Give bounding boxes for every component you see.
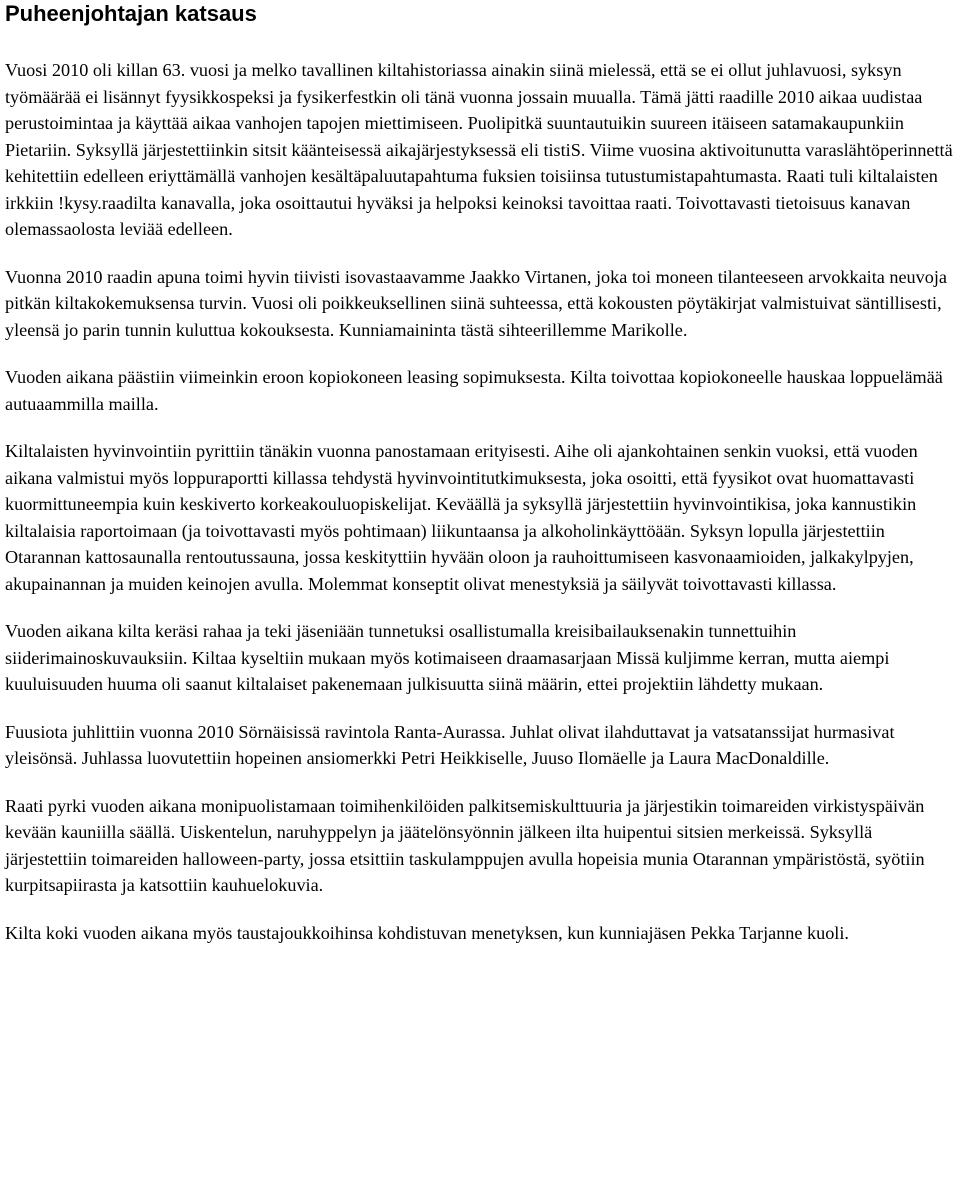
- paragraph-2: Vuonna 2010 raadin apuna toimi hyvin tiivisti isovastaavamme Jaakko Virtanen, joka toi moneen tilanteeseen arvokkaita neuvoja pitkän kiltakokemuksensa turvin. Vuosi oli poikkeuksellinen siinä suhteessa, että kokousten pöytäkirjat valmistuivat säntillisesti, yleensä jo parin tunnin kuluttua kokouksesta. Kunniamaininta tästä sihteerillemme Marikolle.: [5, 266, 947, 340]
- paragraph-1: Vuosi 2010 oli killan 63. vuosi ja melko tavallinen kiltahistoriassa ainakin siinä mielessä, että se ei ollut juhlavuosi, syksyn työmäärää ei lisännyt fyysikkospeksi ja fysikerfestkin oli tänä vuonna jossain muualla. Tämä jätti raadille 2010 aikaa uudistaa perustoimintaa ja käyttää aikaa vanhojen tapojen miettimiseen. Puolipitkä suuntautuikin suureen itäiseen satamakaupunkiin Pietariin. Syksyllä järjestettiinkin sitsit käänteisessä aikajärjestyksessä eli tistiS. Viime vuosina aktivoitunutta varaslähtöperinnettä kehitettiin edelleen eriyttämällä vanhojen kesältäpaluutapahtuma fuksien toisiinsa tutustumistapahtumasta. Raati tuli kiltalaisten irkkiin !kysy.raadilta kanavalla, joka osoittautui hyväksi ja helpoksi keinoksi tavoittaa raati. Toivottavasti tietoisuus kanavan olemassaolosta leviää edelleen.: [5, 60, 953, 239]
- paragraph-5: Vuoden aikana kilta keräsi rahaa ja teki jäseniään tunnetuksi osallistumalla kreisibailauksenakin tunnettuihin siiderimainoskuvauksiin. Kiltaa kyseltiin mukaan myös kotimaiseen draamasarjaan Missä kuljimme kerran, mutta aiempi kuuluisuuden huuma oli saanut kiltalaiset pakenemaan julkisuutta siinä määrin, ettei projektiin lähdetty mukaan.: [5, 621, 890, 694]
- document-title: Puheenjohtajan katsaus: [5, 1, 257, 26]
- paragraph-7: Raati pyrki vuoden aikana monipuolistamaan toimihenkilöiden palkitsemiskulttuuria ja järjestikin toimareiden virkistyspäivän kevään kauniilla säällä. Uiskentelun, naruhyppelyn ja jäätelönsyönnin jälkeen ilta huipentui sitsien merkeissä. Syksyllä järjestettiin toimareiden halloween-party, jossa etsittiin taskulamppujen avulla hopeisia munia Otarannan ympäristöstä, syötiin kurpitsapiirasta ja katsottiin kauhuelokuvia.: [5, 795, 925, 895]
- paragraph-8: Kilta koki vuoden aikana myös taustajoukkoihinsa kohdistuvan menetyksen, kun kunniajäsen Pekka Tarjanne kuoli.: [5, 922, 849, 943]
- paragraph-4: Kiltalaisten hyvinvointiin pyrittiin tänäkin vuonna panostamaan erityisesti. Aihe oli ajankohtainen senkin vuoksi, että vuoden aikana valmistui myös loppuraportti killassa tehdystä hyvinvointitutkimuksesta, joka osoitti, että fyysikot ovat huomattavasti kuormittuneempia kuin keskiverto korkeakouluopiskelijat. Keväällä ja syksyllä järjestettiin hyvinvointikisa, joka kannustikin kiltalaisia raportoimaan (ja toivottavasti myös pohtimaan) liikuntaansa ja alkoholinkäyttöään. Syksyn lopulla järjestettiin Otarannan kattosaunalla rentoutussauna, jossa keskityttiin hyvään oloon ja rauhoittumiseen kasvonaamioiden, jalkakylpyjen, akupainannan ja muiden keinojen avulla. Molemmat konseptit olivat menestyksiä ja säilyvät toivottavasti killassa.: [5, 441, 918, 594]
- paragraph-6: Fuusiota juhlittiin vuonna 2010 Sörnäisissä ravintola Ranta-Aurassa. Juhlat olivat ilahduttavat ja vatsatanssijat hurmasivat yleisönsä. Juhlassa luovutettiin hopeinen ansiomerkki Petri Heikkiselle, Juuso Ilomäelle ja Laura MacDonaldille.: [5, 721, 895, 768]
- paragraph-3: Vuoden aikana päästiin viimeinkin eroon kopiokoneen leasing sopimuksesta. Kilta toivottaa kopiokoneelle hauskaa loppuelämää autuaammilla mailla.: [5, 367, 943, 414]
- document-body: [5, 57, 954, 967]
